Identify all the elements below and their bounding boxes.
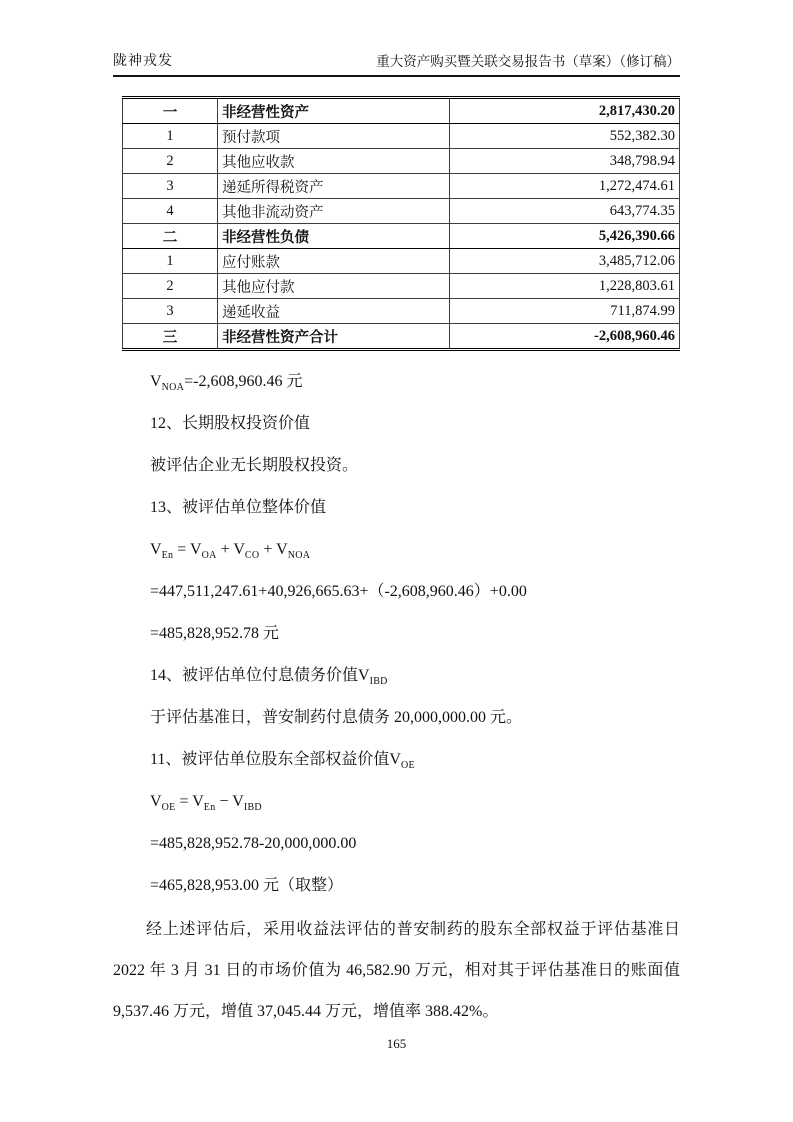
table-row xyxy=(123,124,680,149)
formula-voe-calc-line1: =485,828,952.78-20,000,000.00 xyxy=(150,835,357,852)
formula-ven-calc-line2: =485,828,952.78 元 xyxy=(150,625,280,642)
table-row xyxy=(123,299,680,324)
table-row xyxy=(123,174,680,199)
page-header xyxy=(113,50,680,77)
heading-item-11: 11、被评估单位股东全部权益价值$V_{OE}$ xyxy=(150,751,415,771)
row-value: 3,485,712.06 xyxy=(450,249,680,274)
header-company-name: 陇神戎发 xyxy=(113,54,173,69)
table-row xyxy=(123,149,680,174)
row-value: 643,774.35 xyxy=(450,199,680,224)
row-index: 3 xyxy=(123,174,218,199)
row-item: 非经营性负债 xyxy=(218,224,450,249)
row-index: 一 xyxy=(123,98,218,124)
row-index: 1 xyxy=(123,124,218,149)
table-row xyxy=(123,274,680,299)
page-footer xyxy=(0,1036,793,1052)
non-operating-assets-table xyxy=(122,96,680,351)
row-item: 非经营性资产 xyxy=(218,98,450,124)
row-item: 其他应付款 xyxy=(218,274,450,299)
row-index: 三 xyxy=(123,324,218,350)
table-row xyxy=(123,324,680,350)
formula-ven: $V_{En} = V_{OA} + V_{CO} + V_{NOA}$ xyxy=(150,541,311,561)
row-index: 1 xyxy=(123,249,218,274)
table-row xyxy=(123,98,680,124)
formula-vnoa-result: $V_{NOA}=-2,608,960.46$ 元 xyxy=(150,373,303,393)
row-value: 5,426,390.66 xyxy=(450,224,680,249)
row-index: 2 xyxy=(123,274,218,299)
formula-ven-calc-line1: =447,511,247.61+40,926,665.63+（-2,608,960.46）+0.00 xyxy=(150,583,527,600)
text-item-12: 被评估企业无长期股权投资。 xyxy=(150,457,359,474)
row-value: 552,382.30 xyxy=(450,124,680,149)
row-value: 1,272,474.61 xyxy=(450,174,680,199)
row-value: 2,817,430.20 xyxy=(450,98,680,124)
row-item: 递延所得税资产 xyxy=(218,174,450,199)
text-item-14: 于评估基准日，普安制药付息债务 20,000,000.00 元。 xyxy=(150,709,523,726)
heading-item-14: 14、被评估单位付息债务价值$V_{IBD}$ xyxy=(150,667,388,687)
row-index: 2 xyxy=(123,149,218,174)
row-value: 1,228,803.61 xyxy=(450,274,680,299)
row-item: 其他非流动资产 xyxy=(218,199,450,224)
row-item: 递延收益 xyxy=(218,299,450,324)
table-row xyxy=(123,199,680,224)
heading-item-13: 13、被评估单位整体价值 xyxy=(150,499,327,516)
row-value: 348,798.94 xyxy=(450,149,680,174)
table-row xyxy=(123,224,680,249)
formula-voe: $V_{OE} = V_{En} - V_{IBD}$ xyxy=(150,793,262,813)
formula-voe-calc-line2: =465,828,953.00 元（取整） xyxy=(150,877,344,894)
row-value: 711,874.99 xyxy=(450,299,680,324)
row-item: 其他应收款 xyxy=(218,149,450,174)
row-item: 预付款项 xyxy=(218,124,450,149)
row-index: 3 xyxy=(123,299,218,324)
row-index: 二 xyxy=(123,224,218,249)
heading-item-12: 12、长期股权投资价值 xyxy=(150,415,311,432)
row-value: -2,608,960.46 xyxy=(450,324,680,350)
row-index: 4 xyxy=(123,199,218,224)
header-report-title: 重大资产购买暨关联交易报告书（草案）（修订稿） xyxy=(376,54,680,69)
page-number: 165 xyxy=(386,1036,407,1051)
table-row xyxy=(123,249,680,274)
page-content xyxy=(113,96,680,1032)
valuation-conclusion-paragraph: 经上述评估后，采用收益法评估的普安制药的股东全部权益于评估基准日 2022 年 3 月 31 日的市场价值为 46,582.90 万元，相对其于评估基准日的账面值 9,537.46 万元，增值 37,045.44 万元，增值率 388.42%。 xyxy=(113,921,680,1020)
row-item: 非经营性资产合计 xyxy=(218,324,450,350)
row-item: 应付账款 xyxy=(218,249,450,274)
